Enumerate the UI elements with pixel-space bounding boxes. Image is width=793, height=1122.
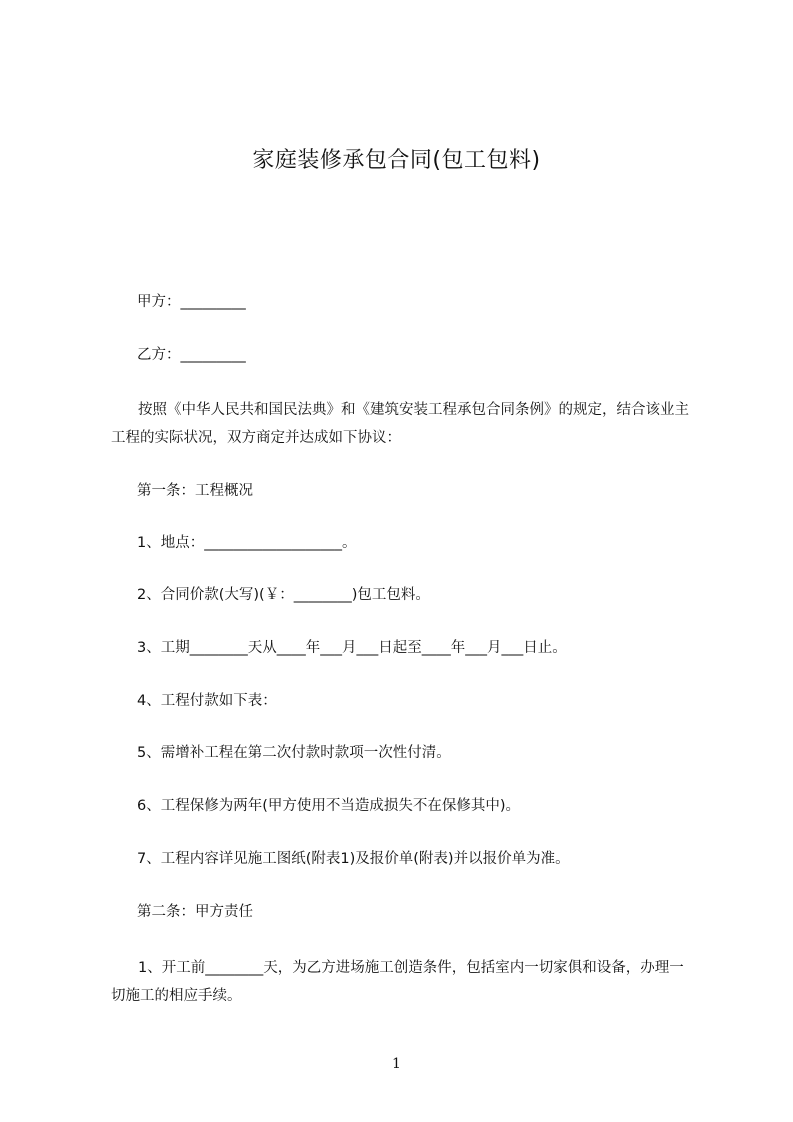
party-b-line: 乙方：_________ [137,347,246,363]
page-number: 1 [392,1056,401,1072]
article1-item-duration: 3、工期________天从____年___月___日起至____年___月___日止。 [137,640,567,656]
article1-item-location: 1、地点：___________________。 [137,535,357,551]
party-a-line: 甲方：_________ [137,294,246,310]
document-title: 家庭装修承包合同(包工包料) [252,148,541,173]
article1-item-additional: 5、需增补工程在第二次付款时款项一次性付清。 [137,745,451,761]
article1-item-warranty: 6、工程保修为两年(甲方使用不当造成损失不在保修其中)。 [137,798,521,814]
article1-item-price: 2、合同价款(大写)(￥：________)包工包料。 [137,587,430,603]
preamble-paragraph: 按照《中华人民共和国民法典》和《建筑安装工程承包合同条例》的规定，结合该业主工程的实际状况，双方商定并达成如下协议： [111,402,689,446]
article1-item-content: 7、工程内容详见施工图纸(附表1)及报价单(附表)并以报价单为准。 [137,851,570,867]
article2-heading: 第二条：甲方责任 [137,904,253,920]
article1-item-payment: 4、工程付款如下表： [137,693,277,709]
article1-heading: 第一条：工程概况 [137,483,253,499]
article2-item1-paragraph: 1、开工前________天，为乙方进场施工创造条件，包括室内一切家俱和设备，办理一切施工的相应手续。 [111,960,684,1004]
